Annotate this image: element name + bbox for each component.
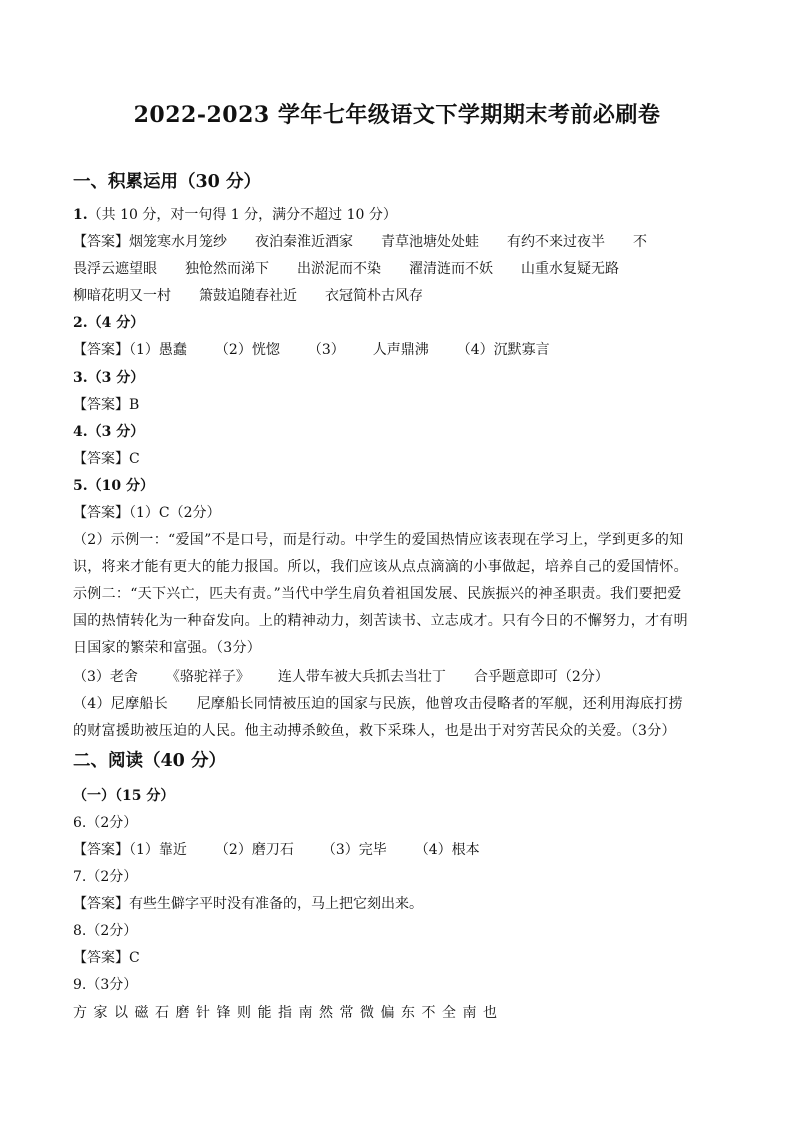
- q3-answer: 【答案】B: [73, 397, 140, 413]
- q1-answer-line-2: [73, 259, 619, 279]
- q1-answer-item: 柳暗花明又一村: [73, 288, 171, 304]
- q2-answer-item: 人声鼎沸: [372, 342, 429, 358]
- q2-header: 2.（4 分）: [73, 315, 145, 331]
- q1-score: （共 10 分，对一句得 1 分，满分不超过 10 分）: [87, 207, 397, 223]
- q4-header: 4.（3 分）: [73, 424, 145, 440]
- section-heading-1: 一、积累运用（30 分）: [73, 172, 261, 192]
- q8-header: 8.（2分）: [73, 923, 138, 939]
- q5-answer-2-line: 示例二：“天下兴亡，匹夫有责。”当代中学生肩负着祖国发展、民族振兴的神圣职责。我们要把爱: [73, 586, 682, 602]
- q7-answer: 【答案】有些生僻字平时没有准备的，马上把它刻出来。: [73, 896, 423, 912]
- q6-header: 6.（2分）: [73, 815, 138, 831]
- q6-answer-item: 【答案】（1）靠近: [73, 842, 187, 858]
- q5-answer-item: （3）老舍: [73, 669, 138, 685]
- q5-answer-2-line: 识，将来才能有更大的能力报国。所以，我们应该从点点滴滴的小事做起，培养自己的爱国情怀。: [73, 559, 688, 575]
- q1-answer-item: 衣冠简朴古风存: [325, 288, 423, 304]
- reading-part-1-header: （一）（15 分）: [73, 788, 175, 804]
- q5-header: 5.（10 分）: [73, 478, 154, 494]
- section-heading-2: 二、阅读（40 分）: [73, 751, 226, 771]
- q5-answer-item: 连人带车被大兵抓去当壮丁: [277, 669, 446, 685]
- q5-answer-2-line: （2）示例一：“爱国”不是口号，而是行动。中学生的爱国热情应该表现在学习上，学到更多的知: [73, 532, 684, 548]
- q1-answer-item: 独怆然而涕下: [185, 261, 269, 277]
- q2-answer-item: 【答案】（1）愚蠢: [73, 342, 187, 358]
- q5-answer-4-line: （4）尼摩船长 尼摩船长同情被压迫的国家与民族，他曾攻击侵略者的军舰，还利用海底打捞: [73, 696, 683, 712]
- q5-answer-1: 【答案】（1）C（2分）: [73, 505, 221, 521]
- q5-answer-2-line: 国的热情转化为一种奋发向。上的精神动力，刻苦读书、立志成才。只有今日的不懈努力，才有明: [73, 613, 688, 629]
- q5-answer-item: 合乎题意即可（2分）: [473, 669, 609, 685]
- q1-number: 1.: [73, 207, 88, 223]
- q6-answer: [73, 840, 480, 860]
- q9-answer: 方家以磁石磨针锋则能指南然常微偏东不全南也: [73, 1005, 504, 1021]
- q5-answer-3: [73, 667, 609, 687]
- q2-answer-item: （2）恍惚: [214, 342, 280, 358]
- q1-answer-item: 畏浮云遮望眼: [73, 261, 157, 277]
- q5-answer-4-line: 的财富援助被压迫的人民。他主动搏杀鲛鱼，救下采珠人，也是出于对穷苦民众的关爱。（3分）: [73, 723, 676, 739]
- q2-answer-item: （4）沉默寡言: [456, 342, 550, 358]
- q1-answer-item: 青草池塘处处蛙: [381, 234, 479, 250]
- q4-answer: 【答案】C: [73, 451, 140, 467]
- q1-answer-item: 【答案】烟笼寒水月笼纱: [73, 234, 227, 250]
- q6-answer-item: （2）磨刀石: [214, 842, 294, 858]
- q1-answer-item: 山重水复疑无路: [521, 261, 619, 277]
- q1-answer-line-3: [73, 286, 451, 306]
- q1-answer-item: 不: [633, 234, 647, 250]
- q1-answer-item: 有约不来过夜半: [507, 234, 605, 250]
- q1-answer-item: 出淤泥而不染: [297, 261, 381, 277]
- q2-answer: [73, 340, 550, 360]
- q5-answer-2-line: 日国家的繁荣和富强。（3分）: [73, 640, 262, 656]
- q1-answer-item: 濯清涟而不妖: [409, 261, 493, 277]
- q6-answer-item: （3）完毕: [321, 842, 387, 858]
- q6-answer-item: （4）根本: [414, 842, 480, 858]
- q3-header: 3.（3 分）: [73, 370, 145, 386]
- q5-answer-item: 《骆驼祥子》: [165, 669, 250, 685]
- page-title: 2022-2023 学年七年级语文下学期期末考前必刷卷: [133, 102, 661, 128]
- q1-header: [73, 205, 397, 225]
- q1-answer-line-1: [73, 232, 647, 252]
- q8-answer: 【答案】C: [73, 950, 140, 966]
- q1-answer-item: 夜泊秦淮近酒家: [255, 234, 353, 250]
- q2-answer-item: （3）: [307, 342, 345, 358]
- q7-header: 7.（2分）: [73, 869, 138, 885]
- q1-answer-item: 箫鼓追随春社近: [199, 288, 297, 304]
- q9-header: 9.（3分）: [73, 977, 138, 993]
